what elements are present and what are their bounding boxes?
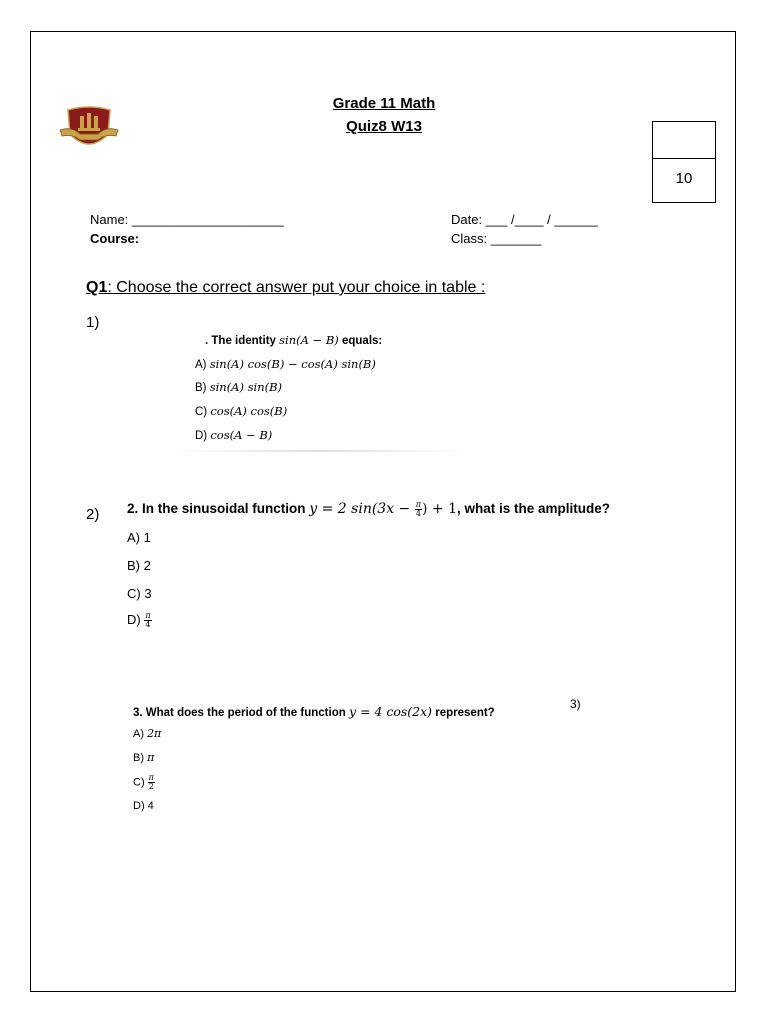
option-item: B) sin(A) sin(B) [195,380,283,394]
question-number: 1) [86,314,100,331]
class-field [451,231,541,246]
option-item: A) 1 [127,530,151,545]
score-box [652,121,716,203]
option-item: B) 2 [127,558,151,573]
question-number: 3) [570,697,581,711]
option-item: C) cos(A) cos(B) [195,404,288,418]
course-field [90,231,139,246]
option-item: A) 2π [133,727,162,740]
date-label: Date: [451,212,483,227]
class-label: Class: [451,231,488,246]
course-label: Course: [90,231,140,246]
option-item: A) sin(A) cos(B) − cos(A) sin(B) [195,357,376,371]
instructions [86,279,485,297]
question-stem: 3. What does the period of the function y = 4 cos(2x) represent? [133,704,495,719]
option-item: C) 3 [127,586,152,601]
date-field [451,212,598,227]
option-item: B) π [133,751,155,764]
option-item: D) 4 [133,800,154,812]
class-blank: _______ [490,231,542,246]
name-blank: _____________________ [131,212,284,227]
total-score: 10 [675,170,693,187]
option-item: C) $\frac{\pi}{2}$ [133,773,154,791]
instructions-label: Q1 [86,279,108,296]
question-stem: . The identity sin(A − B) equals: [205,333,383,347]
name-label: Name: [90,212,129,227]
instructions-text: : Choose the correct answer put your choice in table : [107,279,486,296]
option-item: D) cos(A − B) [195,428,273,442]
date-blank: ___ /____ / ______ [485,212,598,227]
score-divider [653,158,715,159]
question-stem: 2. In the sinusoidal function y = 2 sin(3x − $\frac{\pi}{4}$ ) + 1, what is the amplitude? [127,500,611,518]
option-item: D) $\frac{\pi}{4}$ [127,611,151,630]
page-subtitle: Quiz8 W13 [346,118,422,135]
divider [170,450,470,452]
school-logo-icon [58,104,120,156]
page-title: Grade 11 Math [332,95,436,112]
name-field [90,212,284,227]
question-number: 2) [86,506,100,523]
